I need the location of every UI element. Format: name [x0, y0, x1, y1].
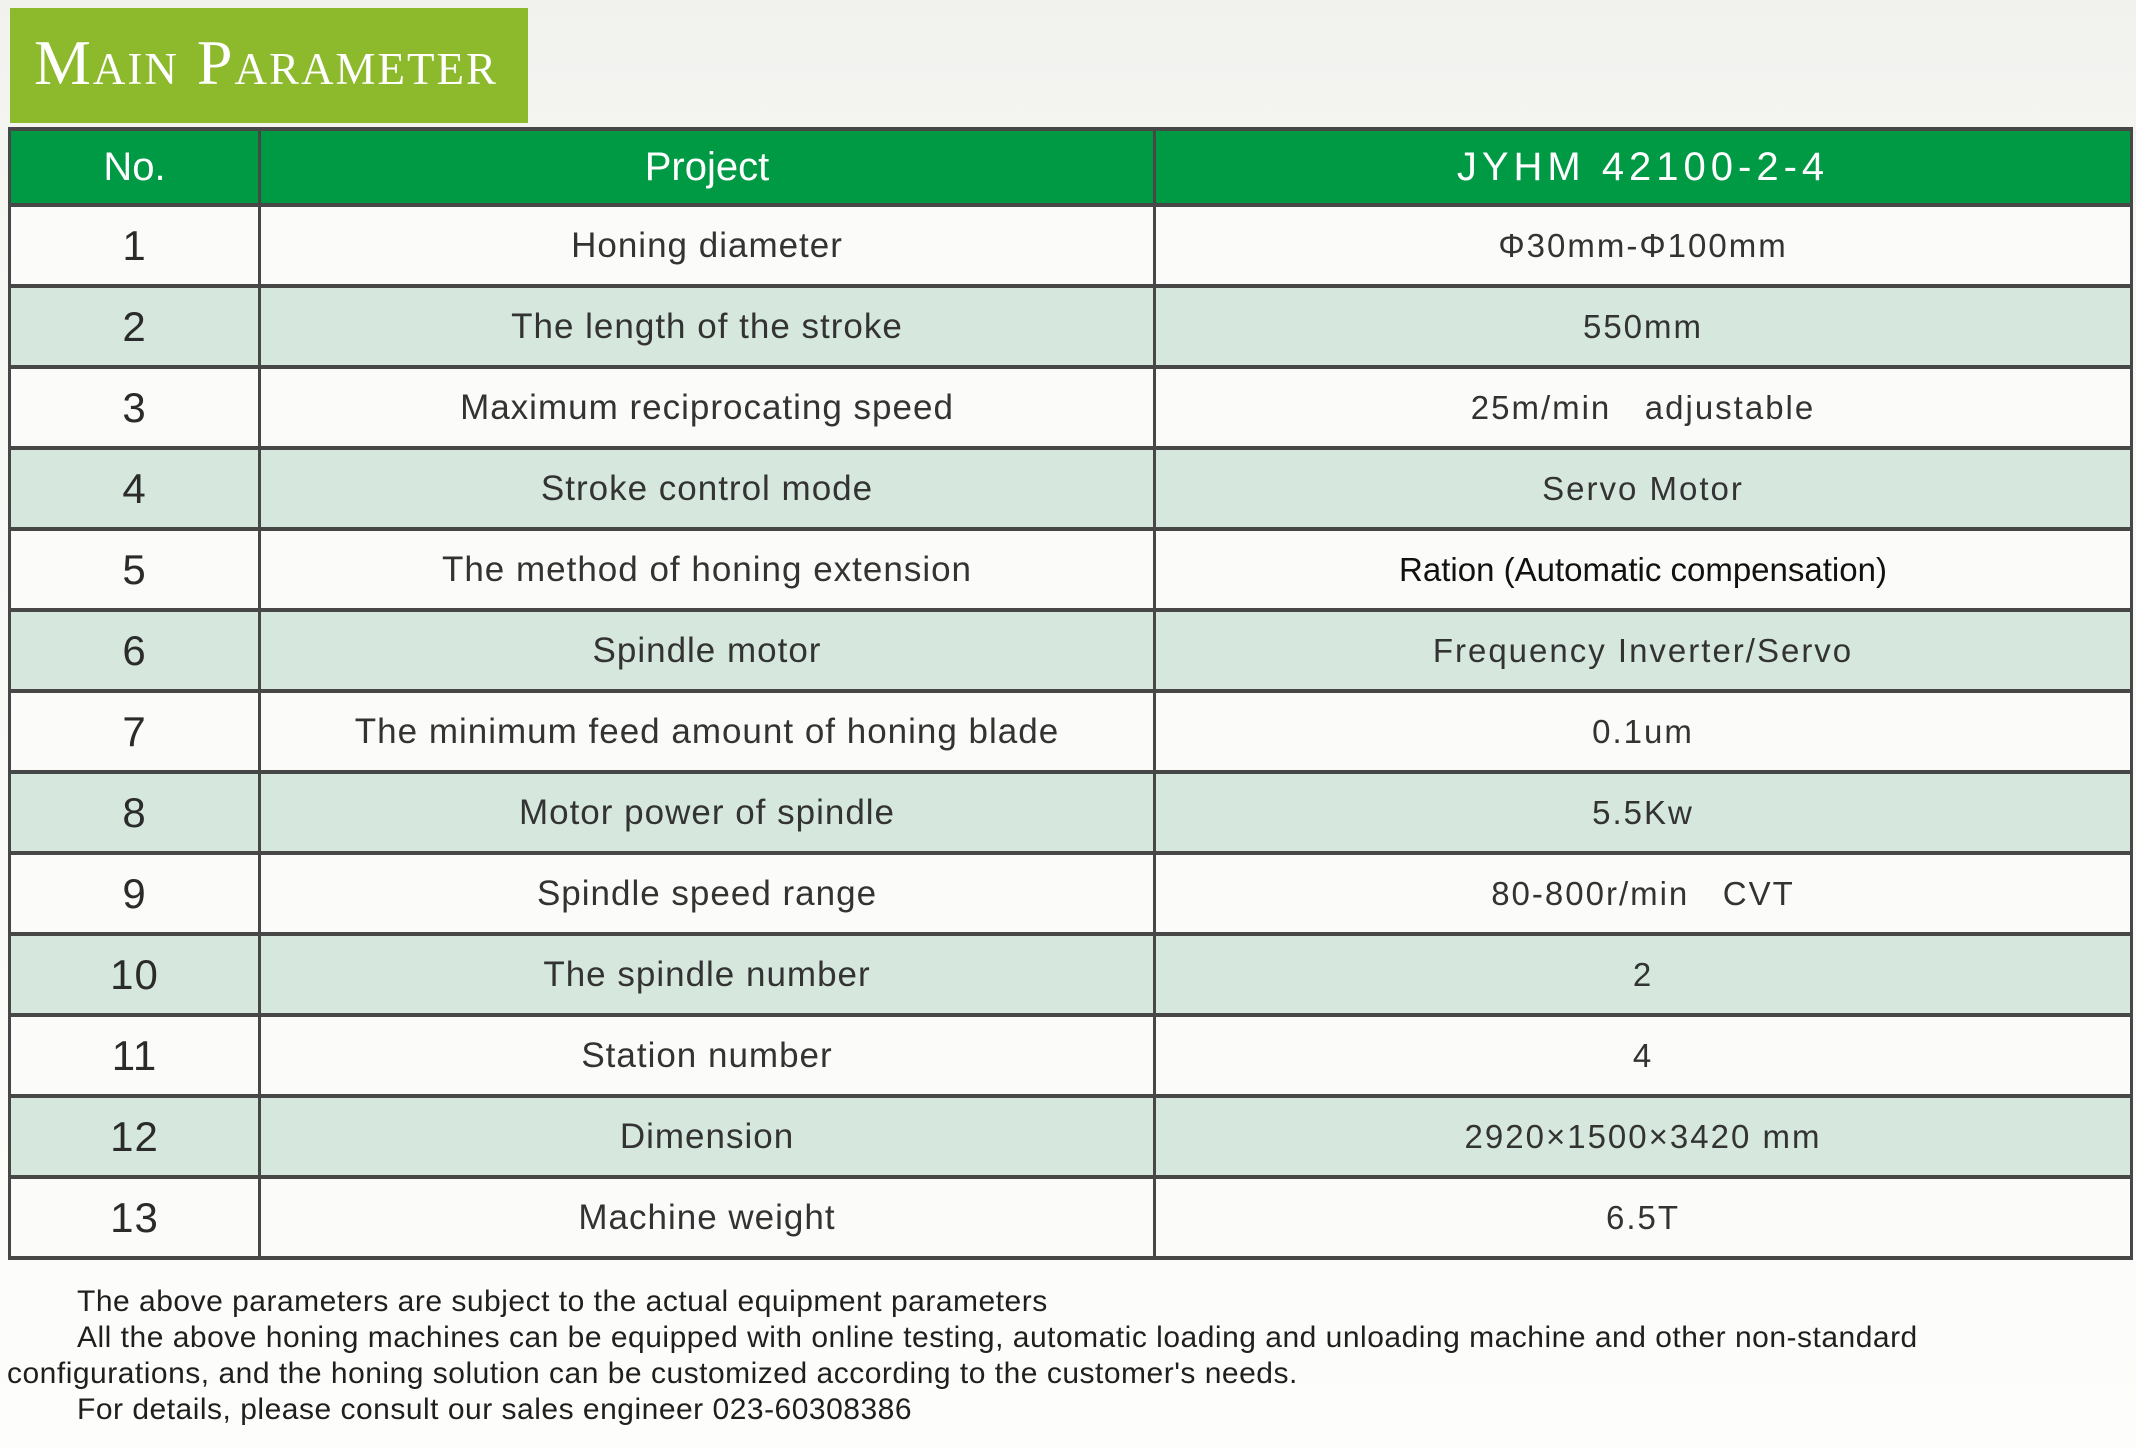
- project-cell: Dimension: [260, 1096, 1155, 1177]
- value-cell: 5.5Kw: [1155, 772, 2132, 853]
- row-number-cell: 9: [10, 853, 260, 934]
- row-number-cell: 11: [10, 1015, 260, 1096]
- column-header-no: No.: [10, 129, 260, 205]
- column-header-project: Project: [260, 129, 1155, 205]
- table-row: [10, 205, 2132, 286]
- footer-note-line: For details, please consult our sales engineer 023-60308386: [77, 1393, 913, 1426]
- project-cell: Stroke control mode: [260, 448, 1155, 529]
- project-cell: The minimum feed amount of honing blade: [260, 691, 1155, 772]
- row-number-cell: 13: [10, 1177, 260, 1258]
- table-row: [10, 610, 2132, 691]
- table-row: [10, 853, 2132, 934]
- row-number-cell: 1: [10, 205, 260, 286]
- table-row: [10, 448, 2132, 529]
- row-number-cell: 12: [10, 1096, 260, 1177]
- value-cell: Φ30mm-Φ100mm: [1155, 205, 2132, 286]
- table-row: [10, 529, 2132, 610]
- value-cell: 2: [1155, 934, 2132, 1015]
- footer-notes: [7, 1284, 2129, 1428]
- table-row: [10, 934, 2132, 1015]
- row-number-cell: 3: [10, 367, 260, 448]
- table-row: [10, 367, 2132, 448]
- title-badge: [10, 8, 528, 123]
- value-cell: 550mm: [1155, 286, 2132, 367]
- value-cell: Ration (Automatic compensation): [1155, 529, 2132, 610]
- project-cell: The method of honing extension: [260, 529, 1155, 610]
- project-cell: The length of the stroke: [260, 286, 1155, 367]
- table-row: [10, 772, 2132, 853]
- footer-note-line: configurations, and the honing solution can be customized according to the customer's needs.: [7, 1357, 1298, 1390]
- value-cell: 4: [1155, 1015, 2132, 1096]
- page-title: Main Parameter: [34, 26, 498, 98]
- value-cell: 6.5T: [1155, 1177, 2132, 1258]
- table-row: [10, 286, 2132, 367]
- project-cell: Motor power of spindle: [260, 772, 1155, 853]
- row-number-cell: 10: [10, 934, 260, 1015]
- table-body: [10, 205, 2132, 1258]
- row-number-cell: 6: [10, 610, 260, 691]
- row-number-cell: 8: [10, 772, 260, 853]
- value-cell: 2920×1500×3420 mm: [1155, 1096, 2132, 1177]
- parameter-table: [8, 127, 2133, 1260]
- project-cell: Spindle motor: [260, 610, 1155, 691]
- row-number-cell: 2: [10, 286, 260, 367]
- row-number-cell: 4: [10, 448, 260, 529]
- project-cell: Station number: [260, 1015, 1155, 1096]
- table-header-row: [10, 129, 2132, 205]
- value-cell: 25m/min adjustable: [1155, 367, 2132, 448]
- table-row: [10, 1177, 2132, 1258]
- value-cell: 0.1um: [1155, 691, 2132, 772]
- table-row: [10, 1096, 2132, 1177]
- footer-note-line: All the above honing machines can be equipped with online testing, automatic loading and unloading machine and other non-standard: [77, 1321, 1918, 1354]
- value-cell: Servo Motor: [1155, 448, 2132, 529]
- table-row: [10, 691, 2132, 772]
- row-number-cell: 5: [10, 529, 260, 610]
- project-cell: Spindle speed range: [260, 853, 1155, 934]
- row-number-cell: 7: [10, 691, 260, 772]
- project-cell: Machine weight: [260, 1177, 1155, 1258]
- footer-note-line: The above parameters are subject to the actual equipment parameters: [77, 1285, 1048, 1318]
- column-header-model: JYHM 42100-2-4: [1155, 129, 2132, 205]
- project-cell: Honing diameter: [260, 205, 1155, 286]
- value-cell: Frequency Inverter/Servo: [1155, 610, 2132, 691]
- project-cell: Maximum reciprocating speed: [260, 367, 1155, 448]
- project-cell: The spindle number: [260, 934, 1155, 1015]
- value-cell: 80-800r/min CVT: [1155, 853, 2132, 934]
- table-row: [10, 1015, 2132, 1096]
